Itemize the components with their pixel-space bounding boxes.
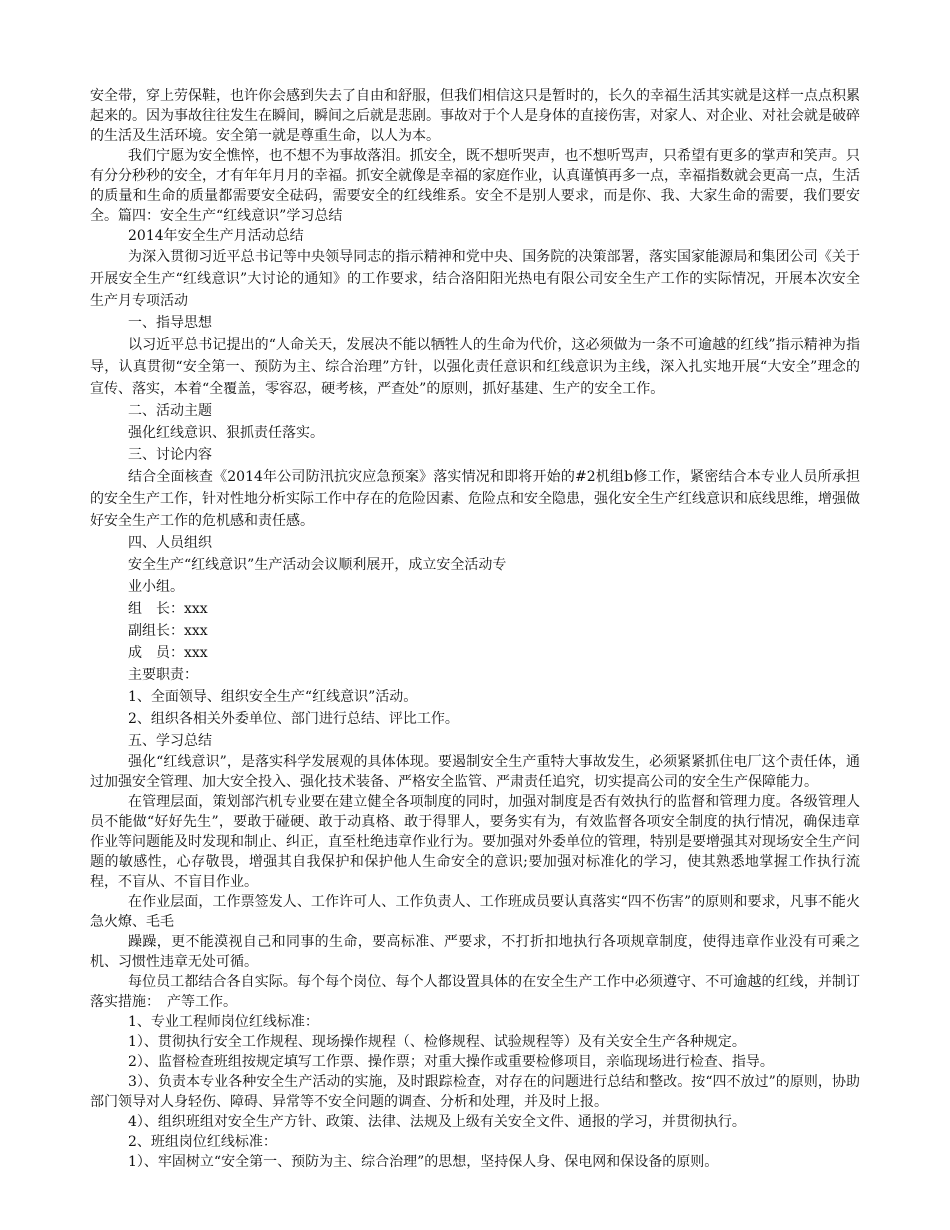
paragraph-discussion: 结合全面核查《2014年公司防汛抗灾应急预案》落实情况和即将开始的#2机组b修工作，紧密结合本专业人员所承担的安全生产工作，针对性地分析实际工作中存在的危险因素、危险点和安全隐患，强化安全生产红线意识和底线思维，增强做好安全生产工作的危机感和责任感。 [90, 469, 860, 529]
paragraph-safety-belt: 安全带，穿上劳保鞋，也许你会感到失去了自由和舒服，但我们相信这只是暂时的，长久的幸福生活其实就是这样一点点积累起来的。因为事故往往发生在瞬间，瞬间之后就是悲剧。事故对于个人是身体的直接伤害，对家人、对企业、对社会就是破碎的生活及生活环境。安全第一就是尊重生命，以人为本。 [90, 88, 860, 144]
paragraph-management-level: 在管理层面，策划部汽机专业要在建立健全各项制度的同时，加强对制度是否有效执行的监督和管理力度。各级管理人员不能做“好好先生”，要敢于碰硬、敢于动真格、敢于得罪人，要务实有为，有效监督各项安全制度的执行情况，确保违章作业等问题能及时发现和制止、纠正，直至杜绝违章作业行为。要加强对外委单位的管理，特别是要增强其对现场安全生产问题的敏感性，心存敬畏，增强其自我保护和保护他人生命安全的意识;要加强对标准化的学习，使其熟悉地掌握工作执行流程，不盲从、不盲目作业。 [90, 794, 860, 890]
group-deputy: 副组长：xxx [128, 623, 208, 639]
section-heading-1: 一、指导思想 [128, 315, 212, 331]
paragraph-operation-cont: 躁躁，更不能漠视自己和同事的生命，要高标准、严要求，不打折扣地执行各项规章制度，使得违章作业没有可乘之机、习惯性违章无处可循。 [90, 934, 860, 970]
paragraph-theme: 强化红线意识、狠抓责任落实。 [128, 425, 324, 441]
duties-heading: 主要职责： [128, 667, 198, 683]
paragraph-guiding-thought: 以习近平总书记提出的“人命关天，发展决不能以牺牲人的生命为代价，这必须做为一条不可逾越的红线”指示精神为指导，认真贯彻“安全第一、预防为主、综合治理”方针，以强化责任意识和红线意识为主线，深入扎实地开展“大安全”理念的宣传、落实，本着“全覆盖，零容忍，硬考核，严查处”的原则，抓好基建、生产的安全工作。 [90, 337, 860, 397]
duty-item-1: 1、全面领导、组织安全生产“红线意识”活动。 [128, 689, 418, 705]
section-heading-3: 三、讨论内容 [128, 447, 212, 463]
standard-item-4: 4）、组织班组对安全生产方针、政策、法律、法规及上级有关安全文件、通报的学习，并贯彻执行。 [128, 1114, 746, 1130]
standard-heading-2: 2、班组岗位红线标准： [128, 1134, 277, 1150]
paragraph-group-formed: 业小组。 [128, 579, 184, 595]
standard-heading-1: 1、专业工程师岗位红线标准： [128, 1014, 319, 1030]
group-leader: 组 长：xxx [128, 601, 208, 617]
standard-item-1: 1）、贯彻执行安全工作规程、现场操作规程（、检修规程、试验规程等）及有关安全生产各种规定。 [128, 1034, 746, 1050]
section-heading-4: 四、人员组织 [128, 535, 212, 551]
paragraph-intro: 为深入贯彻习近平总书记等中央领导同志的指示精神和党中央、国务院的决策部署，落实国家能源局和集团公司《关于开展安全生产“红线意识”大讨论的通知》的工作要求，结合洛阳阳光热电有限公司安全生产工作的实际情况，开展本次安全生产月专项活动 [90, 249, 860, 309]
standard-item-2: 2）、监督检查班组按规定填写工作票、操作票；对重大操作或重要检修项目，亲临现场进行检查、指导。 [128, 1054, 774, 1070]
paragraph-every-employee: 每位员工都结合各自实际。每个每个岗位、每个人都设置具体的在安全生产工作中必须遵守、不可逾越的红线，并制订落实措施： 产等工作。 [90, 974, 860, 1010]
section-heading-5: 五、学习总结 [128, 733, 212, 749]
duty-item-2: 2、组织各相关外委单位、部门进行总结、评比工作。 [128, 711, 459, 727]
standard-item-3: 3）、负责本专业各种安全生产活动的实施，及时跟踪检查，对存在的问题进行总结和整改。按“四不放过”的原则，协助部门领导对人身轻伤、障碍、异常等不安全问题的调查、分析和处理，并及时上报。 [90, 1074, 860, 1110]
document-title: 2014年安全生产月活动总结 [128, 228, 304, 244]
paragraph-operation-level: 在作业层面，工作票签发人、工作许可人、工作负责人、工作班成员要认真落实“四不伤害”的原则和要求，凡事不能火急火燎、毛毛 [90, 894, 860, 930]
paragraph-redline-awareness: 强化“红线意识”，是落实科学发展观的具体体现。要遏制安全生产重特大事故发生，必须紧紧抓住电厂这个责任体，通过加强安全管理、加大安全投入、强化技术装备、严格安全监管、严肃责任追究，切实提高公司的安全生产保障能力。 [90, 754, 860, 790]
paragraph-rather-haggard: 我们宁愿为安全憔悴，也不想不为事故落泪。抓安全，既不想听哭声，也不想听骂声，只希望有更多的掌声和笑声。只有分分秒秒的安全，才有年年月月的幸福。抓安全就像是幸福的家庭作业，认真谨慎再多一点，幸福指数就会更高一点，生活的质量和生命的质量都需要安全砝码，需要安全的红线维系。安全不是别人要求，而是你、我、大家生命的需要，我们要安全。篇四：安全生产“红线意识”学习总结 [90, 148, 860, 224]
paragraph-organization: 安全生产“红线意识”生产活动会议顺利展开，成立安全活动专 [128, 557, 507, 573]
section-heading-2: 二、活动主题 [128, 403, 212, 419]
group-members: 成 员：xxx [128, 645, 208, 661]
team-standard-item-1: 1）、牢固树立“安全第一、预防为主、综合治理”的思想，坚持保人身、保电网和保设备的原则。 [128, 1154, 719, 1170]
